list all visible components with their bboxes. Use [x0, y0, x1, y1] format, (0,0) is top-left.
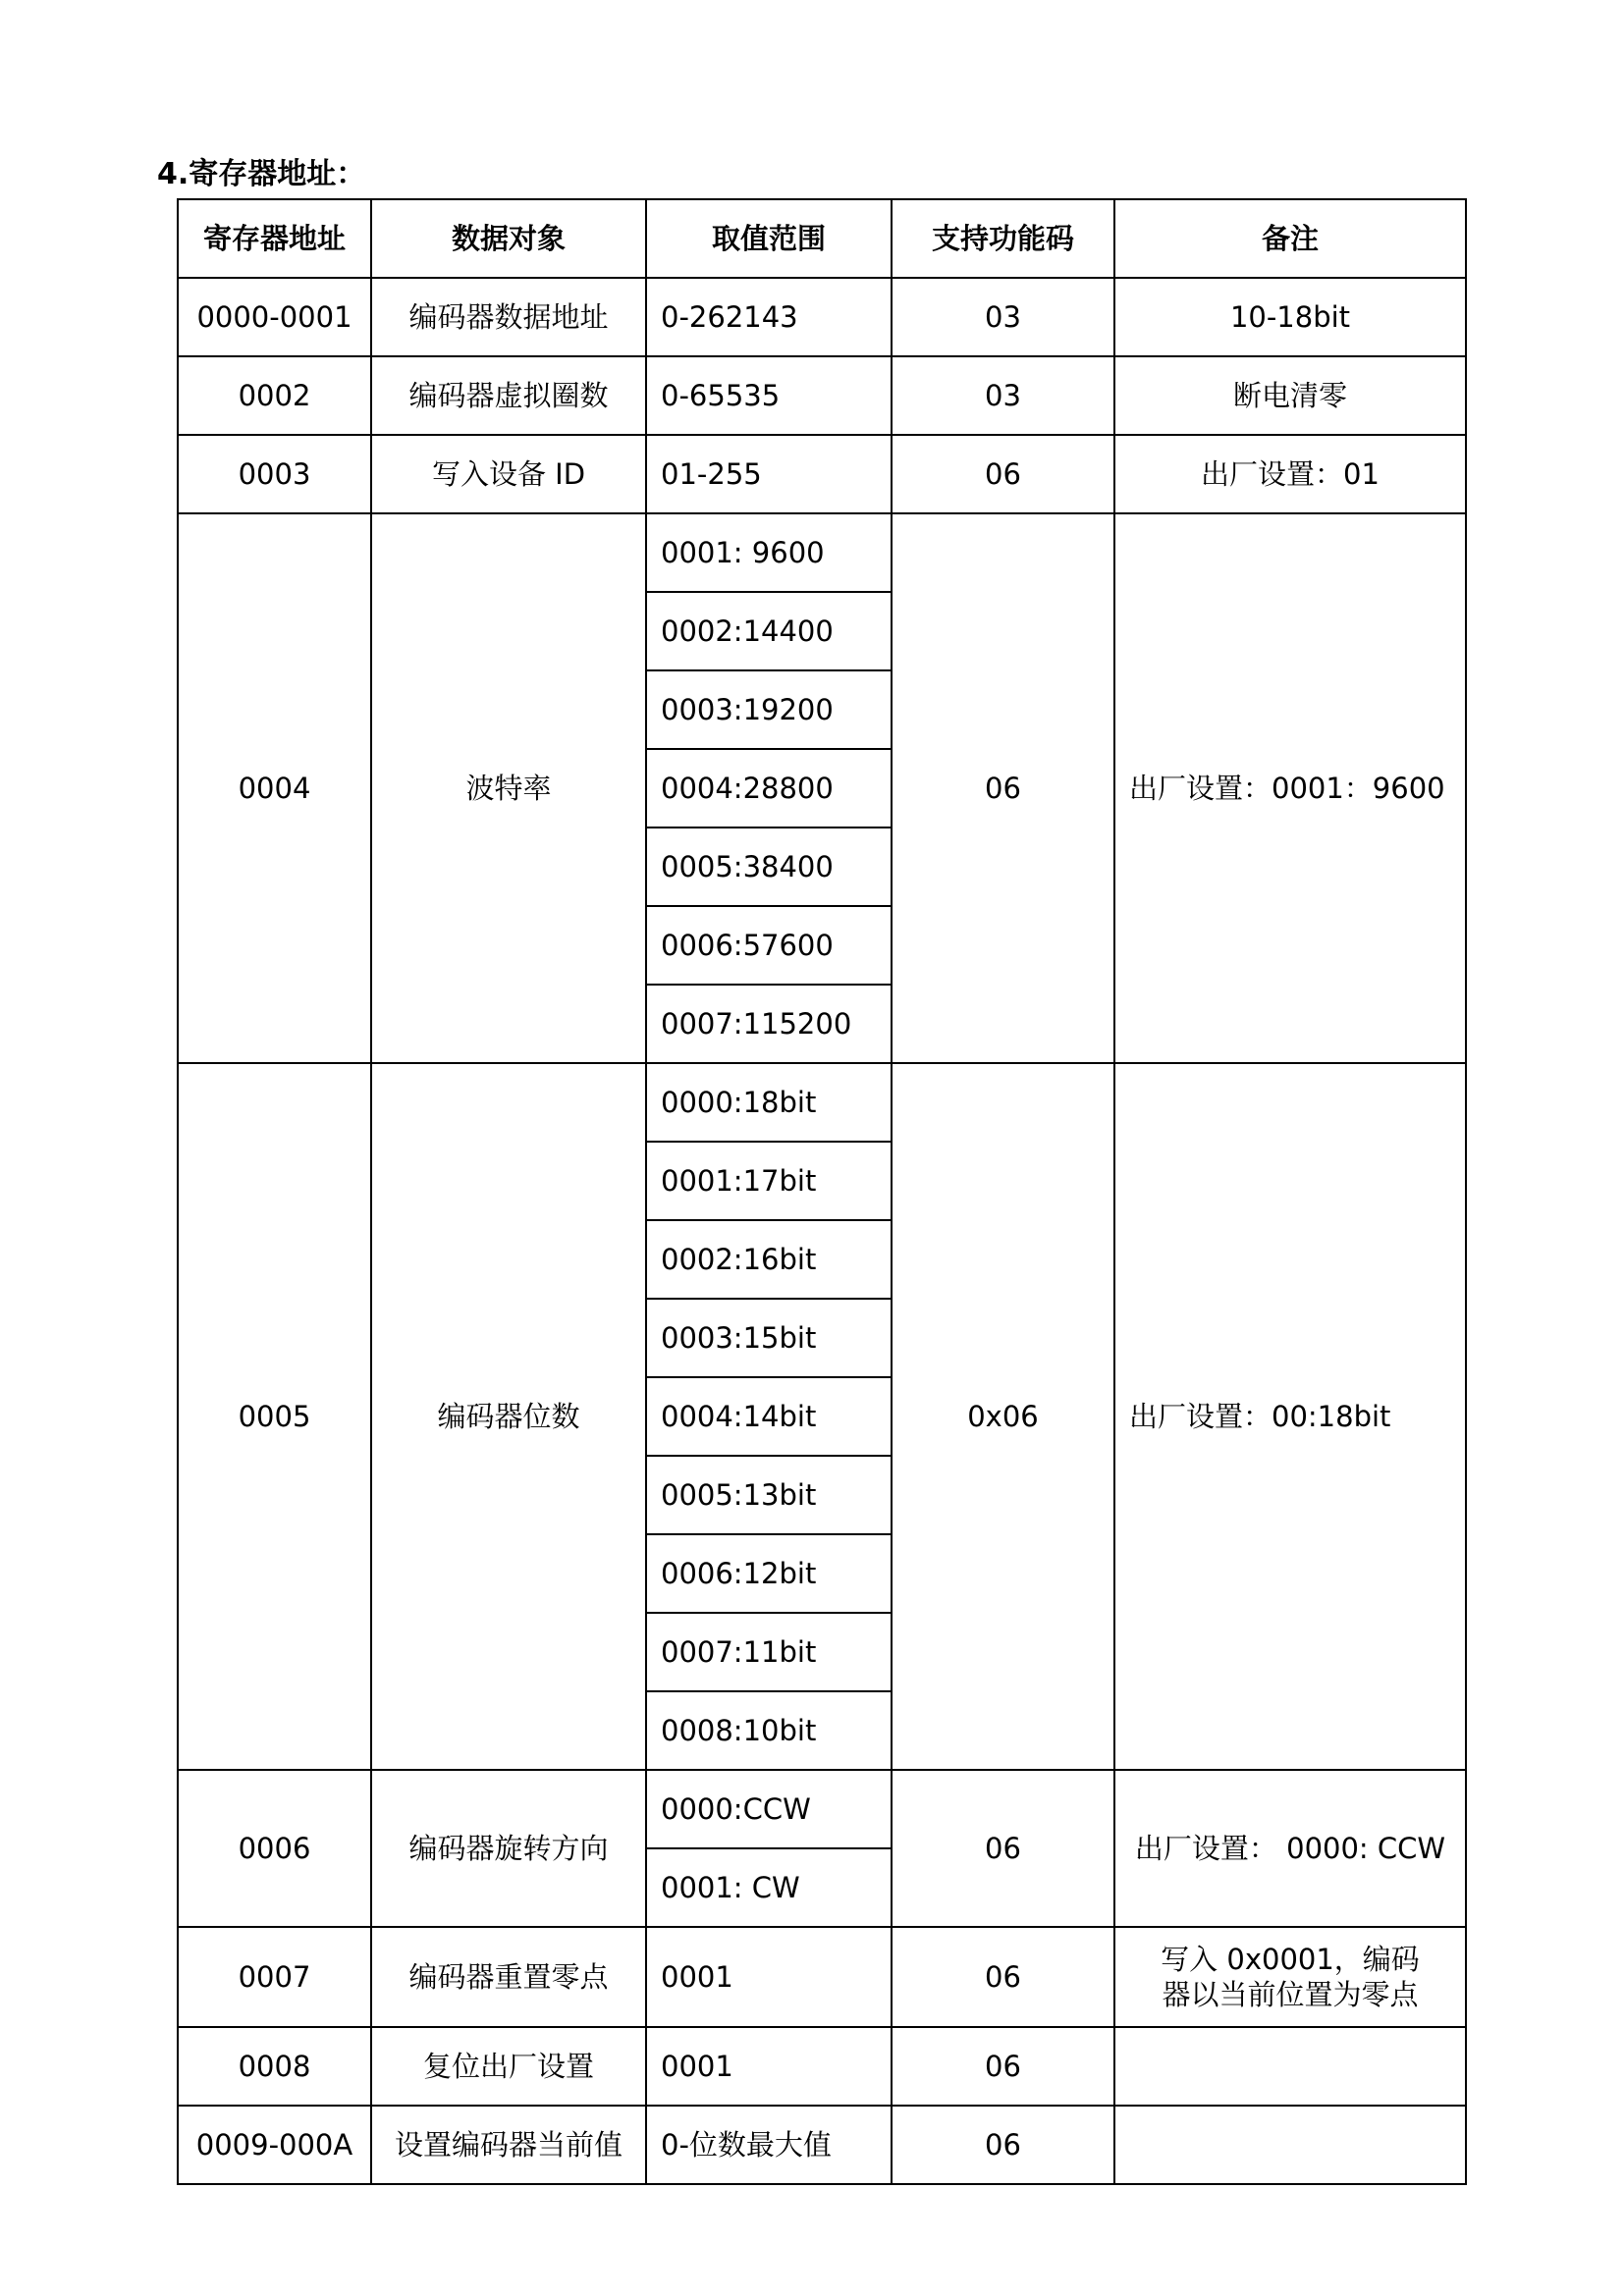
cell-data-object: 编码器重置零点	[371, 1927, 646, 2027]
cell-function-code: 06	[892, 1770, 1114, 1927]
cell-value-range: 0003:15bit	[646, 1299, 892, 1377]
cell-remarks: 出厂设置：00:18bit	[1114, 1063, 1466, 1770]
remarks-line: 写入 0x0001，编码	[1161, 1943, 1420, 1976]
cell-value-range: 0001: 9600	[646, 513, 892, 592]
cell-function-code: 0x06	[892, 1063, 1114, 1770]
register-table	[177, 198, 1467, 2185]
cell-value-range: 0006:57600	[646, 906, 892, 985]
table-row	[178, 2106, 1466, 2184]
cell-address: 0006	[178, 1770, 371, 1927]
cell-function-code: 03	[892, 356, 1114, 435]
cell-value-range: 0007:115200	[646, 985, 892, 1063]
cell-function-code: 06	[892, 2106, 1114, 2184]
cell-address: 0008	[178, 2027, 371, 2106]
cell-value-range: 0005:38400	[646, 828, 892, 906]
header-register-address: 寄存器地址	[178, 199, 371, 278]
cell-value-range: 0003:19200	[646, 670, 892, 749]
cell-value-range: 0005:13bit	[646, 1456, 892, 1534]
header-remarks: 备注	[1114, 199, 1466, 278]
cell-address: 0004	[178, 513, 371, 1063]
cell-function-code: 06	[892, 1927, 1114, 2027]
table-row	[178, 356, 1466, 435]
table-row	[178, 1927, 1466, 2027]
cell-value-range: 0001	[646, 2027, 892, 2106]
cell-data-object: 编码器旋转方向	[371, 1770, 646, 1927]
cell-remarks	[1114, 1927, 1466, 2027]
cell-value-range: 0001: CW	[646, 1848, 892, 1927]
cell-data-object: 波特率	[371, 513, 646, 1063]
cell-value-range: 0001	[646, 1927, 892, 2027]
cell-function-code: 06	[892, 435, 1114, 513]
cell-remarks: 断电清零	[1114, 356, 1466, 435]
cell-value-range: 0-位数最大值	[646, 2106, 892, 2184]
cell-remarks	[1114, 2106, 1466, 2184]
cell-address: 0007	[178, 1927, 371, 2027]
cell-data-object: 编码器数据地址	[371, 278, 646, 356]
cell-value-range: 0001:17bit	[646, 1142, 892, 1220]
cell-remarks: 出厂设置：01	[1114, 435, 1466, 513]
cell-remarks	[1114, 2027, 1466, 2106]
cell-value-range: 0008:10bit	[646, 1691, 892, 1770]
header-data-object: 数据对象	[371, 199, 646, 278]
cell-value-range: 0000:CCW	[646, 1770, 892, 1848]
cell-value-range: 0002:16bit	[646, 1220, 892, 1299]
cell-value-range: 0-65535	[646, 356, 892, 435]
cell-address: 0003	[178, 435, 371, 513]
cell-value-range: 0002:14400	[646, 592, 892, 670]
cell-value-range: 0-262143	[646, 278, 892, 356]
table-row	[178, 1063, 1466, 1142]
cell-data-object: 复位出厂设置	[371, 2027, 646, 2106]
cell-function-code: 06	[892, 2027, 1114, 2106]
header-function-code: 支持功能码	[892, 199, 1114, 278]
cell-data-object: 设置编码器当前值	[371, 2106, 646, 2184]
table-row	[178, 278, 1466, 356]
cell-remarks: 10-18bit	[1114, 278, 1466, 356]
cell-data-object: 编码器虚拟圈数	[371, 356, 646, 435]
cell-value-range: 0006:12bit	[646, 1534, 892, 1613]
table-row	[178, 513, 1466, 592]
remarks-line: 器以当前位置为零点	[1162, 1978, 1419, 2011]
table-row	[178, 435, 1466, 513]
cell-address: 0005	[178, 1063, 371, 1770]
cell-data-object: 编码器位数	[371, 1063, 646, 1770]
cell-value-range: 0004:28800	[646, 749, 892, 828]
cell-data-object: 写入设备 ID	[371, 435, 646, 513]
table-header-row	[178, 199, 1466, 278]
cell-remarks: 出厂设置： 0000: CCW	[1114, 1770, 1466, 1927]
cell-function-code: 03	[892, 278, 1114, 356]
table-row	[178, 1770, 1466, 1848]
cell-address: 0009-000A	[178, 2106, 371, 2184]
header-value-range: 取值范围	[646, 199, 892, 278]
cell-address: 0000-0001	[178, 278, 371, 356]
cell-address: 0002	[178, 356, 371, 435]
section-heading: 4.寄存器地址：	[157, 157, 366, 191]
table-row	[178, 2027, 1466, 2106]
cell-value-range: 0007:11bit	[646, 1613, 892, 1691]
cell-remarks: 出厂设置：0001：9600	[1114, 513, 1466, 1063]
cell-value-range: 01-255	[646, 435, 892, 513]
cell-function-code: 06	[892, 513, 1114, 1063]
cell-value-range: 0000:18bit	[646, 1063, 892, 1142]
cell-value-range: 0004:14bit	[646, 1377, 892, 1456]
